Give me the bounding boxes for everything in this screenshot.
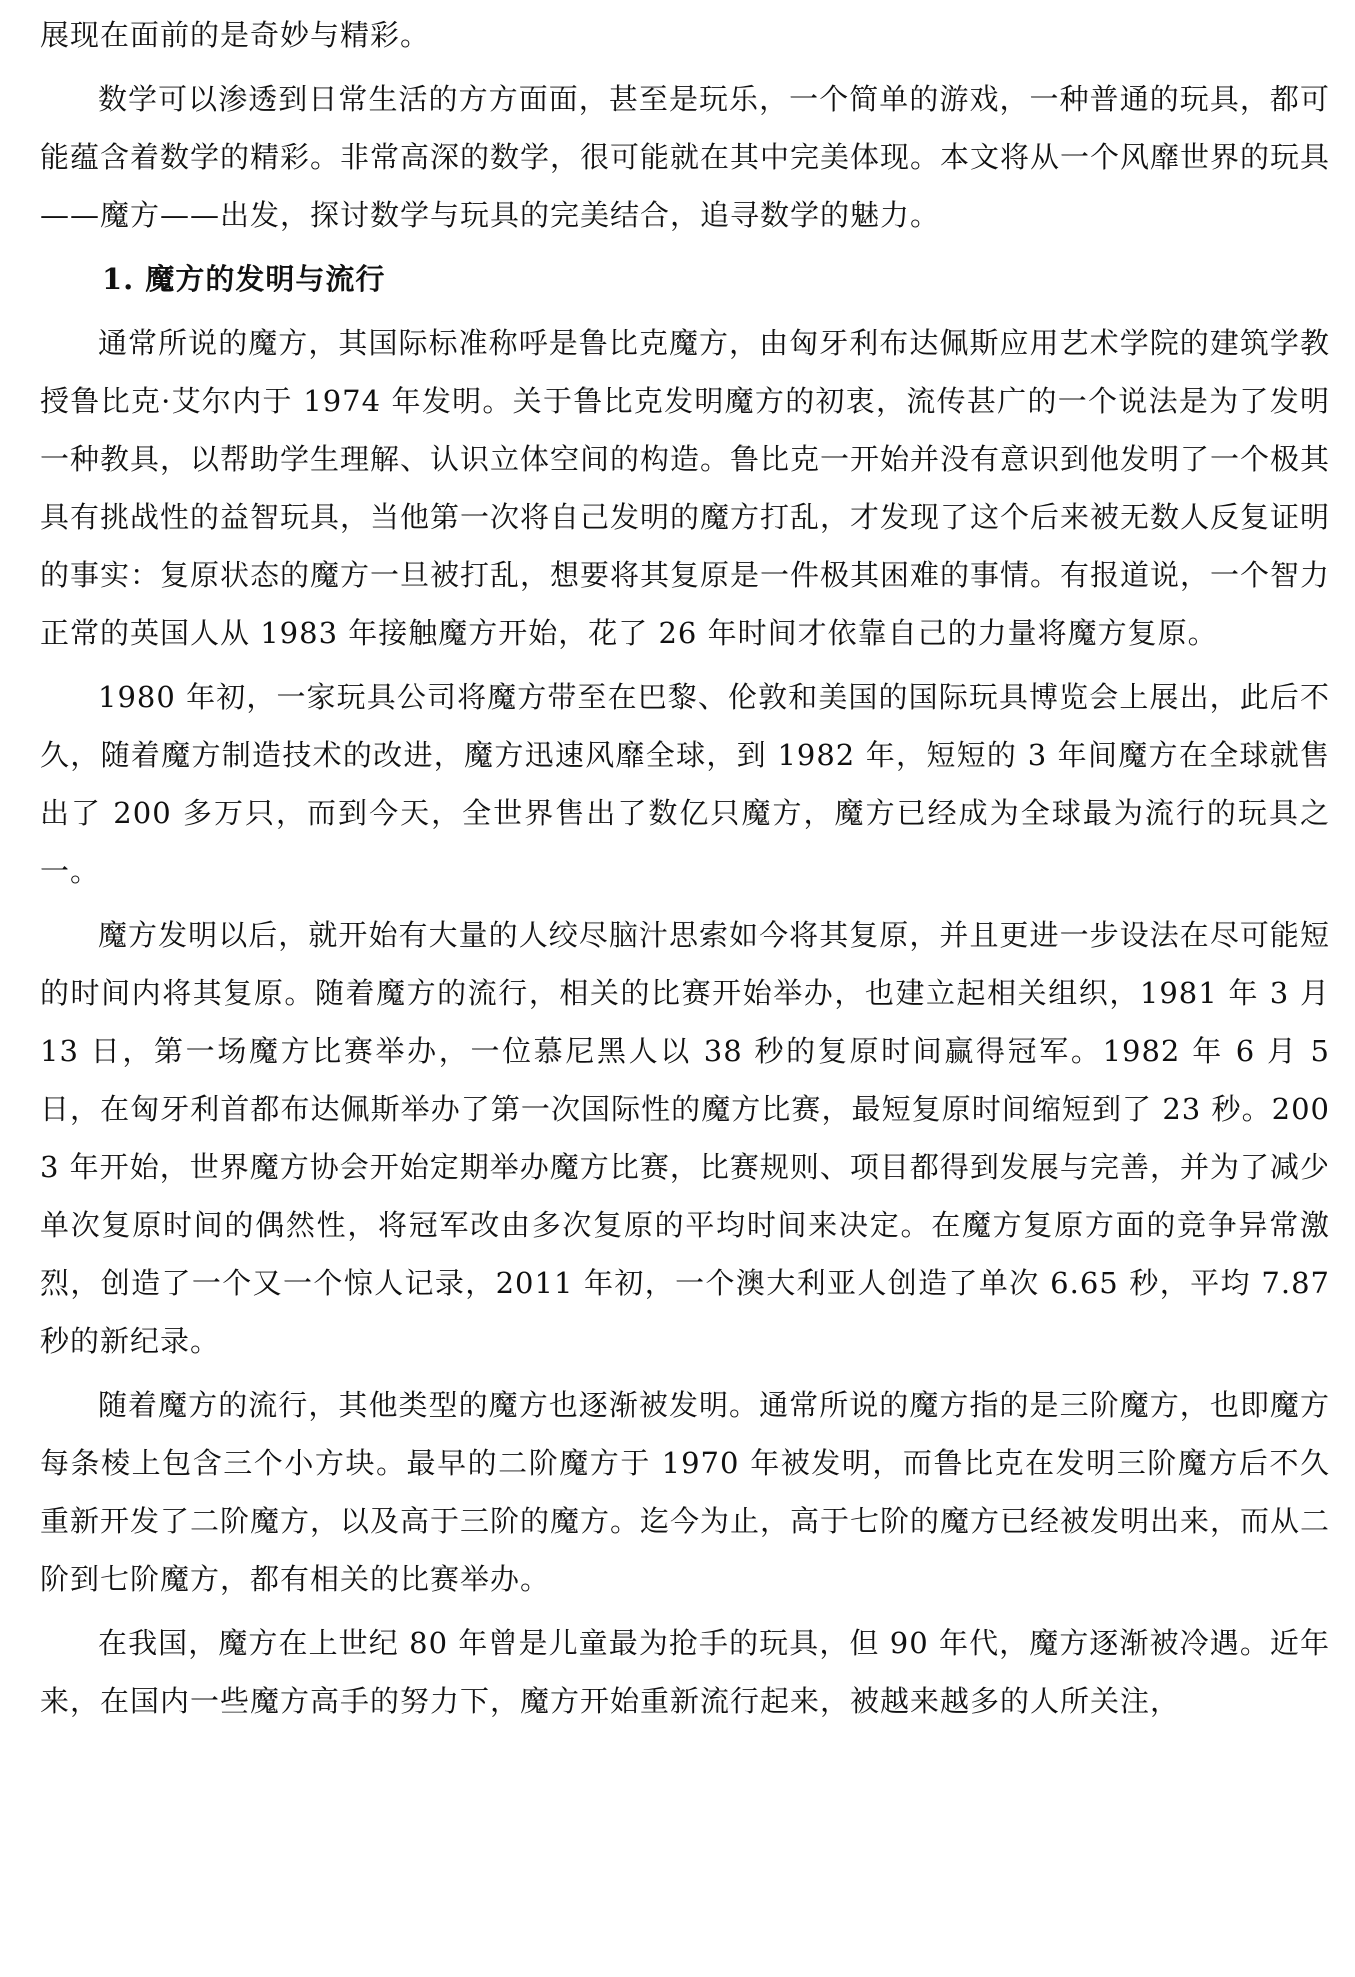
paragraph-china: 在我国，魔方在上世纪 80 年曾是儿童最为抢手的玩具，但 90 年代，魔方逐渐被冷遇。近年来，在国内一些魔方高手的努力下，魔方开始重新流行起来，被越来越多的人所关注， [40, 1626, 1330, 1718]
paragraph-competitions: 魔方发明以后，就开始有大量的人绞尽脑汁思索如今将其复原，并且更进一步设法在尽可能短的时间内将其复原。随着魔方的流行，相关的比赛开始举办，也建立起相关组织，1981 年 3 月 13 日，第一场魔方比赛举办，一位慕尼黑人以 38 秒的复原时间赢得冠军。1982 年 6 月 5 日，在匈牙利首都布达佩斯举办了第一次国际性的魔方比赛，最短复原时间缩短到了 23 秒。2003 年开始，世界魔方协会开始定期举办魔方比赛，比赛规则、项目都得到发展与完善，并为了减少单次复原时间的偶然性，将冠军改由多次复原的平均时间来决定。在魔方复原方面的竞争异常激烈，创造了一个又一个惊人记录，2011 年初，一个澳大利亚人创造了单次 6.65 秒，平均 7.87 秒的新纪录。 [40, 918, 1330, 1358]
article-body [40, 6, 1330, 1730]
paragraph-invention: 通常所说的魔方，其国际标准称呼是鲁比克魔方，由匈牙利布达佩斯应用艺术学院的建筑学教授鲁比克·艾尔内于 1974 年发明。关于鲁比克发明魔方的初衷，流传甚广的一个说法是为了发明一种教具，以帮助学生理解、认识立体空间的构造。鲁比克一开始并没有意识到他发明了一个极其具有挑战性的益智玩具，当他第一次将自己发明的魔方打乱，才发现了这个后来被无数人反复证明的事实：复原状态的魔方一旦被打乱，想要将其复原是一件极其困难的事情。有报道说，一个智力正常的英国人从 1983 年接触魔方开始，花了 26 年时间才依靠自己的力量将魔方复原。 [40, 326, 1331, 650]
paragraph-intro: 数学可以渗透到日常生活的方方面面，甚至是玩乐，一个简单的游戏，一种普通的玩具，都可能蕴含着数学的精彩。非常高深的数学，很可能就在其中完美体现。本文将从一个风靡世界的玩具——魔方——出发，探讨数学与玩具的完美结合，追寻数学的魅力。 [40, 82, 1331, 232]
paragraph-popularity: 1980 年初，一家玩具公司将魔方带至在巴黎、伦敦和美国的国际玩具博览会上展出，此后不久，随着魔方制造技术的改进，魔方迅速风靡全球，到 1982 年，短短的 3 年间魔方在全球就售出了 200 多万只，而到今天，全世界售出了数亿只魔方，魔方已经成为全球最为流行的玩具之一。 [40, 680, 1330, 888]
section-heading: 1. 魔方的发明与流行 [102, 262, 386, 296]
paragraph-continued: 展现在面前的是奇妙与精彩。 [40, 18, 431, 52]
paragraph-variants: 随着魔方的流行，其他类型的魔方也逐渐被发明。通常所说的魔方指的是三阶魔方，也即魔方每条棱上包含三个小方块。最早的二阶魔方于 1970 年被发明，而鲁比克在发明三阶魔方后不久重新开发了二阶魔方，以及高于三阶的魔方。迄今为止，高于七阶的魔方已经被发明出来，而从二阶到七阶魔方，都有相关的比赛举办。 [40, 1388, 1331, 1596]
